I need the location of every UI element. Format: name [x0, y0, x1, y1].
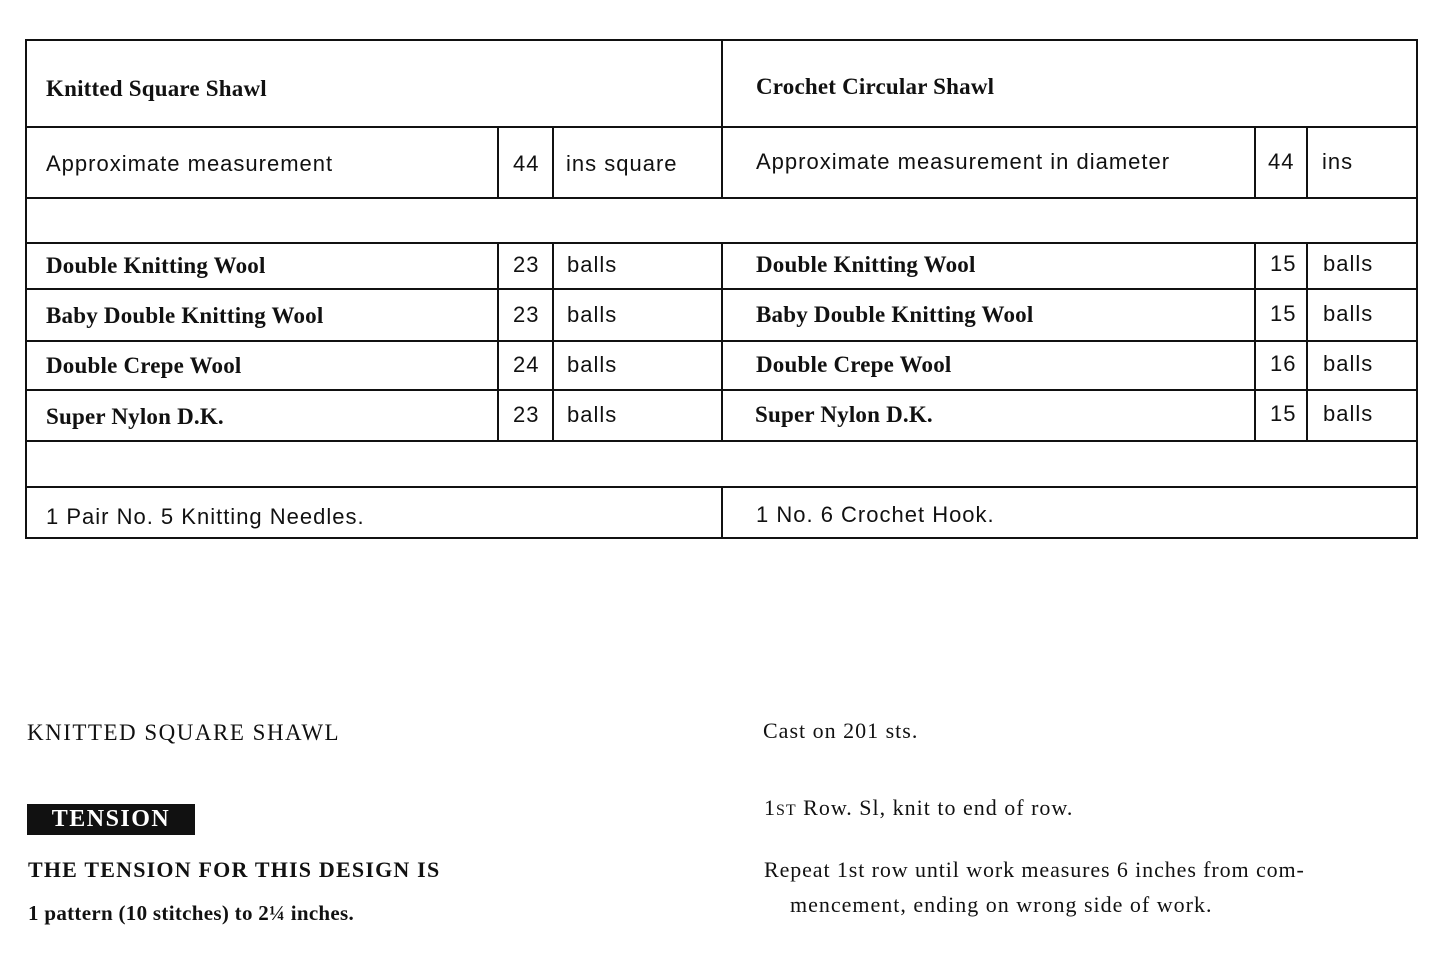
tension-badge: TENSION [27, 804, 195, 835]
section-heading: KNITTED SQUARE SHAWL [27, 720, 341, 745]
table-row-crochet-label: Super Nylon D.K. [755, 402, 933, 427]
table-divider [721, 39, 723, 199]
tension-statement: THE TENSION FOR THIS DESIGN IS [28, 857, 441, 882]
repeat-instruction-line: Repeat 1st row until work measures 6 inches from com- [764, 857, 1305, 882]
crochet-measure-unit: ins [1322, 149, 1354, 174]
knitted-measure-unit: ins square [566, 151, 678, 176]
table-row-crochet-qty: 15 [1270, 301, 1297, 326]
table-divider [497, 242, 499, 442]
table-row-crochet-label: Double Knitting Wool [756, 252, 976, 277]
table-row-crochet-qty: 15 [1270, 401, 1297, 426]
table-row-crochet-label: Double Crepe Wool [756, 352, 952, 377]
tension-gauge: 1 pattern (10 stitches) to 2¼ inches. [28, 901, 355, 925]
table-divider [497, 126, 499, 199]
table-row-knitted-unit: balls [567, 302, 618, 327]
table-row-crochet-qty: 16 [1270, 351, 1297, 376]
table-row-crochet-label: Baby Double Knitting Wool [756, 302, 1034, 327]
crochet-tool: 1 No. 6 Crochet Hook. [756, 502, 995, 527]
table-divider [552, 242, 554, 442]
table-divider [721, 242, 723, 442]
cast-on-instruction: Cast on 201 sts. [763, 718, 919, 743]
table-row-knitted-label: Double Crepe Wool [46, 353, 242, 378]
table-row-knitted-qty: 23 [513, 402, 540, 427]
crochet-measure-label: Approximate measurement in diameter [756, 149, 1171, 174]
table-divider [1254, 126, 1256, 199]
row-label-suffix: ST [776, 802, 797, 819]
knitted-measure-value: 44 [513, 151, 540, 176]
table-row-crochet-qty: 15 [1270, 251, 1297, 276]
table-row-knitted-label: Super Nylon D.K. [46, 404, 224, 429]
table-row-crochet-unit: balls [1323, 351, 1374, 376]
row-label-number: 1 [764, 795, 776, 820]
table-row-crochet-unit: balls [1323, 401, 1374, 426]
knitted-shawl-title: Knitted Square Shawl [46, 76, 267, 101]
table-row-crochet-unit: balls [1323, 301, 1374, 326]
repeat-instruction-line: mencement, ending on wrong side of work. [790, 892, 1213, 917]
table-row-crochet-unit: balls [1323, 251, 1374, 276]
table-row-knitted-unit: balls [567, 252, 618, 277]
crochet-shawl-title: Crochet Circular Shawl [756, 74, 995, 99]
knitted-measure-label: Approximate measurement [46, 151, 334, 176]
table-border-left [25, 39, 27, 539]
table-divider [552, 126, 554, 199]
row-one-text: Row. Sl, knit to end of row. [796, 795, 1074, 820]
table-divider [1306, 242, 1308, 442]
table-row-knitted-qty: 23 [513, 252, 540, 277]
table-border-right [1416, 39, 1418, 539]
table-row-knitted-qty: 23 [513, 302, 540, 327]
table-row-knitted-label: Baby Double Knitting Wool [46, 303, 324, 328]
table-divider [1254, 242, 1256, 442]
knitted-tool: 1 Pair No. 5 Knitting Needles. [46, 504, 365, 529]
table-row-knitted-label: Double Knitting Wool [46, 253, 266, 278]
table-row-knitted-qty: 24 [513, 352, 540, 377]
table-divider [721, 486, 723, 539]
crochet-measure-value: 44 [1268, 149, 1295, 174]
table-row-knitted-unit: balls [567, 352, 618, 377]
table-row-knitted-unit: balls [567, 402, 618, 427]
row-one-instruction [764, 797, 1073, 819]
table-divider [1306, 126, 1308, 199]
